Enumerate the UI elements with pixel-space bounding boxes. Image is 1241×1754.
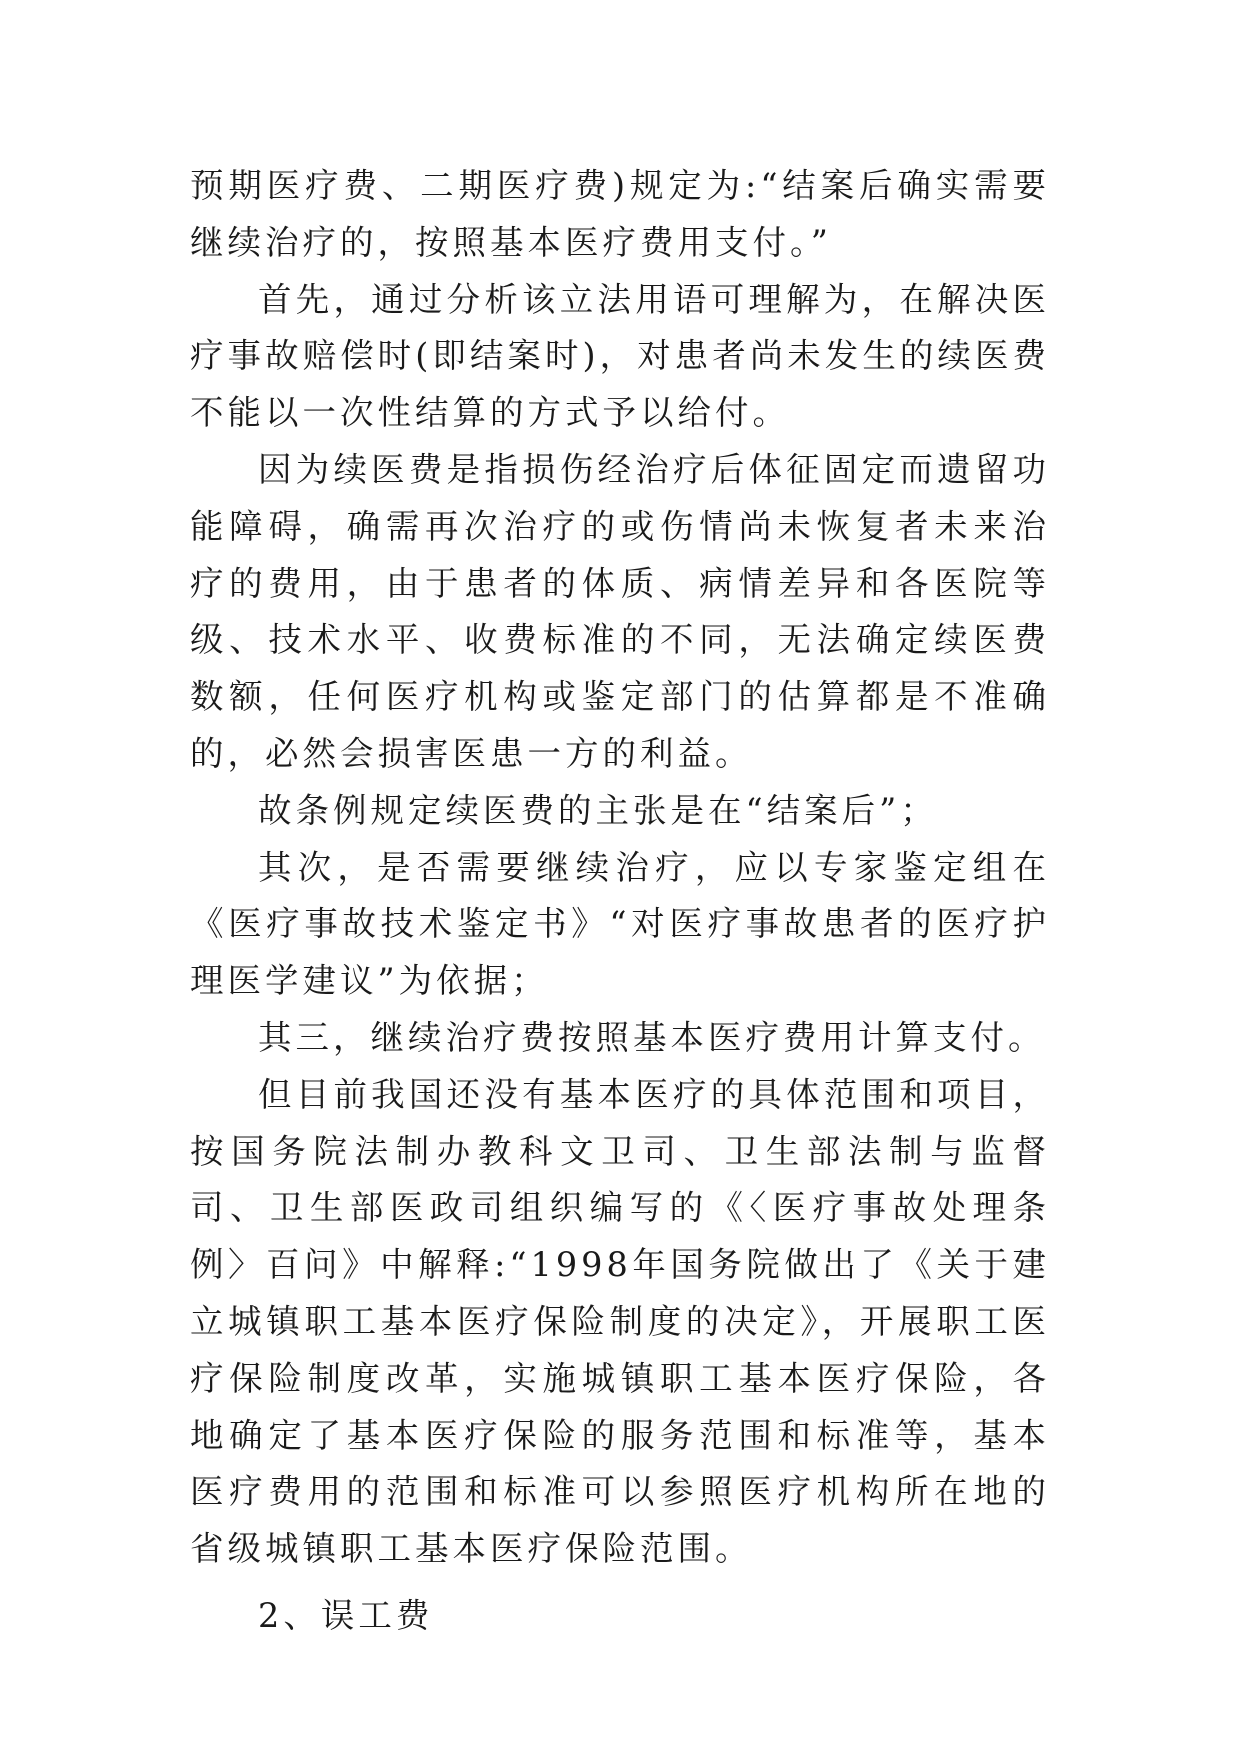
paragraph-4: 故条例规定续医费的主张是在“结案后”； [258, 790, 938, 830]
paragraph-5: 其次，是否需要继续治疗，应以专家鉴定组在《医疗事故技术鉴定书》“对医疗事故患者的医疗护理医学建议”为依据； [190, 847, 1050, 1001]
paragraph-2: 首先，通过分析该立法用语可理解为，在解决医疗事故赔偿时(即结案时)，对患者尚未发生的续医费不能以一次性结算的方式予以给付。 [190, 279, 1050, 433]
paragraph-7: 但目前我国还没有基本医疗的具体范围和项目，按国务院法制办教科文卫司、卫生部法制与监督司、卫生部医政司组织编写的《〈医疗事故处理条例〉百问》中解释:“1998年国务院做出了《关于建立城镇职工基本医疗保险制度的决定》，开展职工医疗保险制度改革，实施城镇职工基本医疗保险，各地确定了基本医疗保险的服务范围和标准等，基本医疗费用的范围和标准可以参照医疗机构所在地的省级城镇职工基本医疗保险范围。 [190, 1074, 1050, 1569]
section-heading: 2、误工费 [258, 1595, 434, 1635]
paragraph-3: 因为续医费是指损伤经治疗后体征固定而遗留功能障碍，确需再次治疗的或伤情尚未恢复者未来治疗的费用，由于患者的体质、病情差异和各医院等级、技术水平、收费标准的不同，无法确定续医费数额，任何医疗机构或鉴定部门的估算都是不准确的，必然会损害医患一方的利益。 [190, 449, 1050, 773]
paragraph-6: 其三，继续治疗费按照基本医疗费用计算支付。 [258, 1017, 1046, 1057]
paragraph-1: 预期医疗费、二期医疗费)规定为:“结案后确实需要继续治疗的，按照基本医疗费用支付。” [190, 166, 1050, 262]
body-text [190, 158, 1050, 1645]
